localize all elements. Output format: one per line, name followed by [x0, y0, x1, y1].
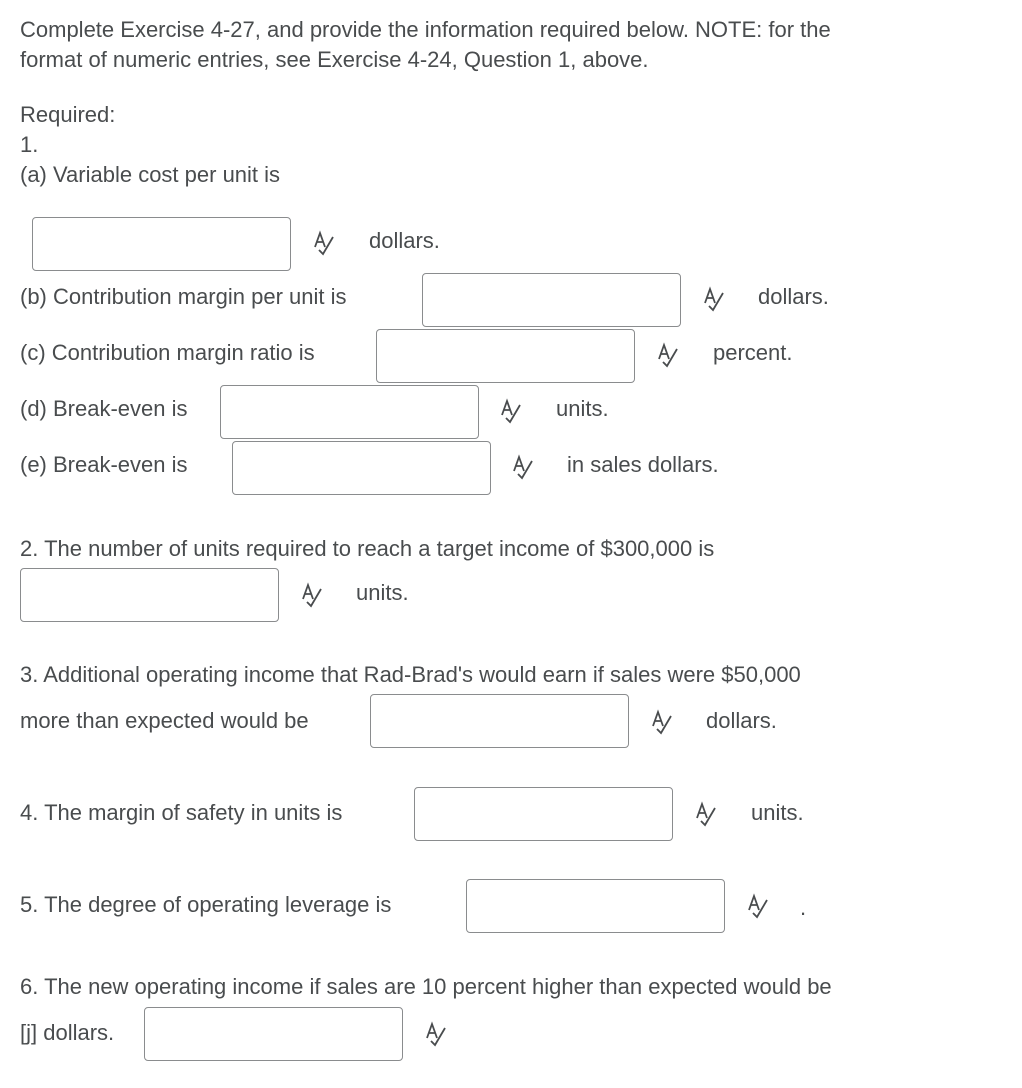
q2-unit: units. — [356, 580, 409, 605]
q6-line-2: [j] dollars. — [20, 1020, 115, 1045]
q3-line-1: 3. Additional operating income that Rad-Brad's would earn if sales were $50,000 — [20, 662, 801, 687]
q1c-label: (c) Contribution margin ratio is — [20, 340, 315, 365]
question-number: 1. — [20, 132, 39, 157]
q1a-unit: dollars. — [369, 228, 440, 253]
spellcheck-icon[interactable] — [650, 709, 674, 735]
q1c-input[interactable] — [376, 329, 635, 383]
spellcheck-icon[interactable] — [746, 893, 770, 919]
q1b-input[interactable] — [422, 273, 681, 327]
instructions-line-2: format of numeric entries, see Exercise 4-24, Question 1, above. — [20, 47, 649, 72]
q5-text: 5. The degree of operating leverage is — [20, 892, 392, 917]
q2-input[interactable] — [20, 568, 279, 622]
required-heading: Required: — [20, 102, 116, 127]
spellcheck-icon[interactable] — [312, 230, 336, 256]
q1e-input[interactable] — [232, 441, 491, 495]
spellcheck-icon[interactable] — [499, 398, 523, 424]
q6-line-1: 6. The new operating income if sales are 10 percent higher than expected would be — [20, 974, 832, 999]
q5-unit: . — [800, 895, 807, 920]
q1d-label: (d) Break-even is — [20, 396, 188, 421]
q3-line-2: more than expected would be — [20, 708, 309, 733]
q1b-unit: dollars. — [758, 284, 829, 309]
q4-input[interactable] — [414, 787, 673, 841]
q2-text: 2. The number of units required to reach a target income of $300,000 is — [20, 536, 715, 561]
q1d-input[interactable] — [220, 385, 479, 439]
q4-text: 4. The margin of safety in units is — [20, 800, 343, 825]
q3-unit: dollars. — [706, 708, 777, 733]
q1e-unit: in sales dollars. — [567, 452, 719, 477]
spellcheck-icon[interactable] — [656, 342, 680, 368]
spellcheck-icon[interactable] — [702, 286, 726, 312]
q1e-label: (e) Break-even is — [20, 452, 188, 477]
q6-input[interactable] — [144, 1007, 403, 1061]
q1a-input[interactable] — [32, 217, 291, 271]
q3-input[interactable] — [370, 694, 629, 748]
spellcheck-icon[interactable] — [424, 1021, 448, 1047]
spellcheck-icon[interactable] — [300, 582, 324, 608]
q1b-label: (b) Contribution margin per unit is — [20, 284, 347, 309]
instructions-line-1: Complete Exercise 4-27, and provide the information required below. NOTE: for the — [20, 17, 831, 42]
q5-input[interactable] — [466, 879, 725, 933]
spellcheck-icon[interactable] — [694, 801, 718, 827]
q4-unit: units. — [751, 800, 804, 825]
spellcheck-icon[interactable] — [511, 454, 535, 480]
q1d-unit: units. — [556, 396, 609, 421]
q1a-label: (a) Variable cost per unit is — [20, 162, 281, 187]
q1c-unit: percent. — [713, 340, 793, 365]
